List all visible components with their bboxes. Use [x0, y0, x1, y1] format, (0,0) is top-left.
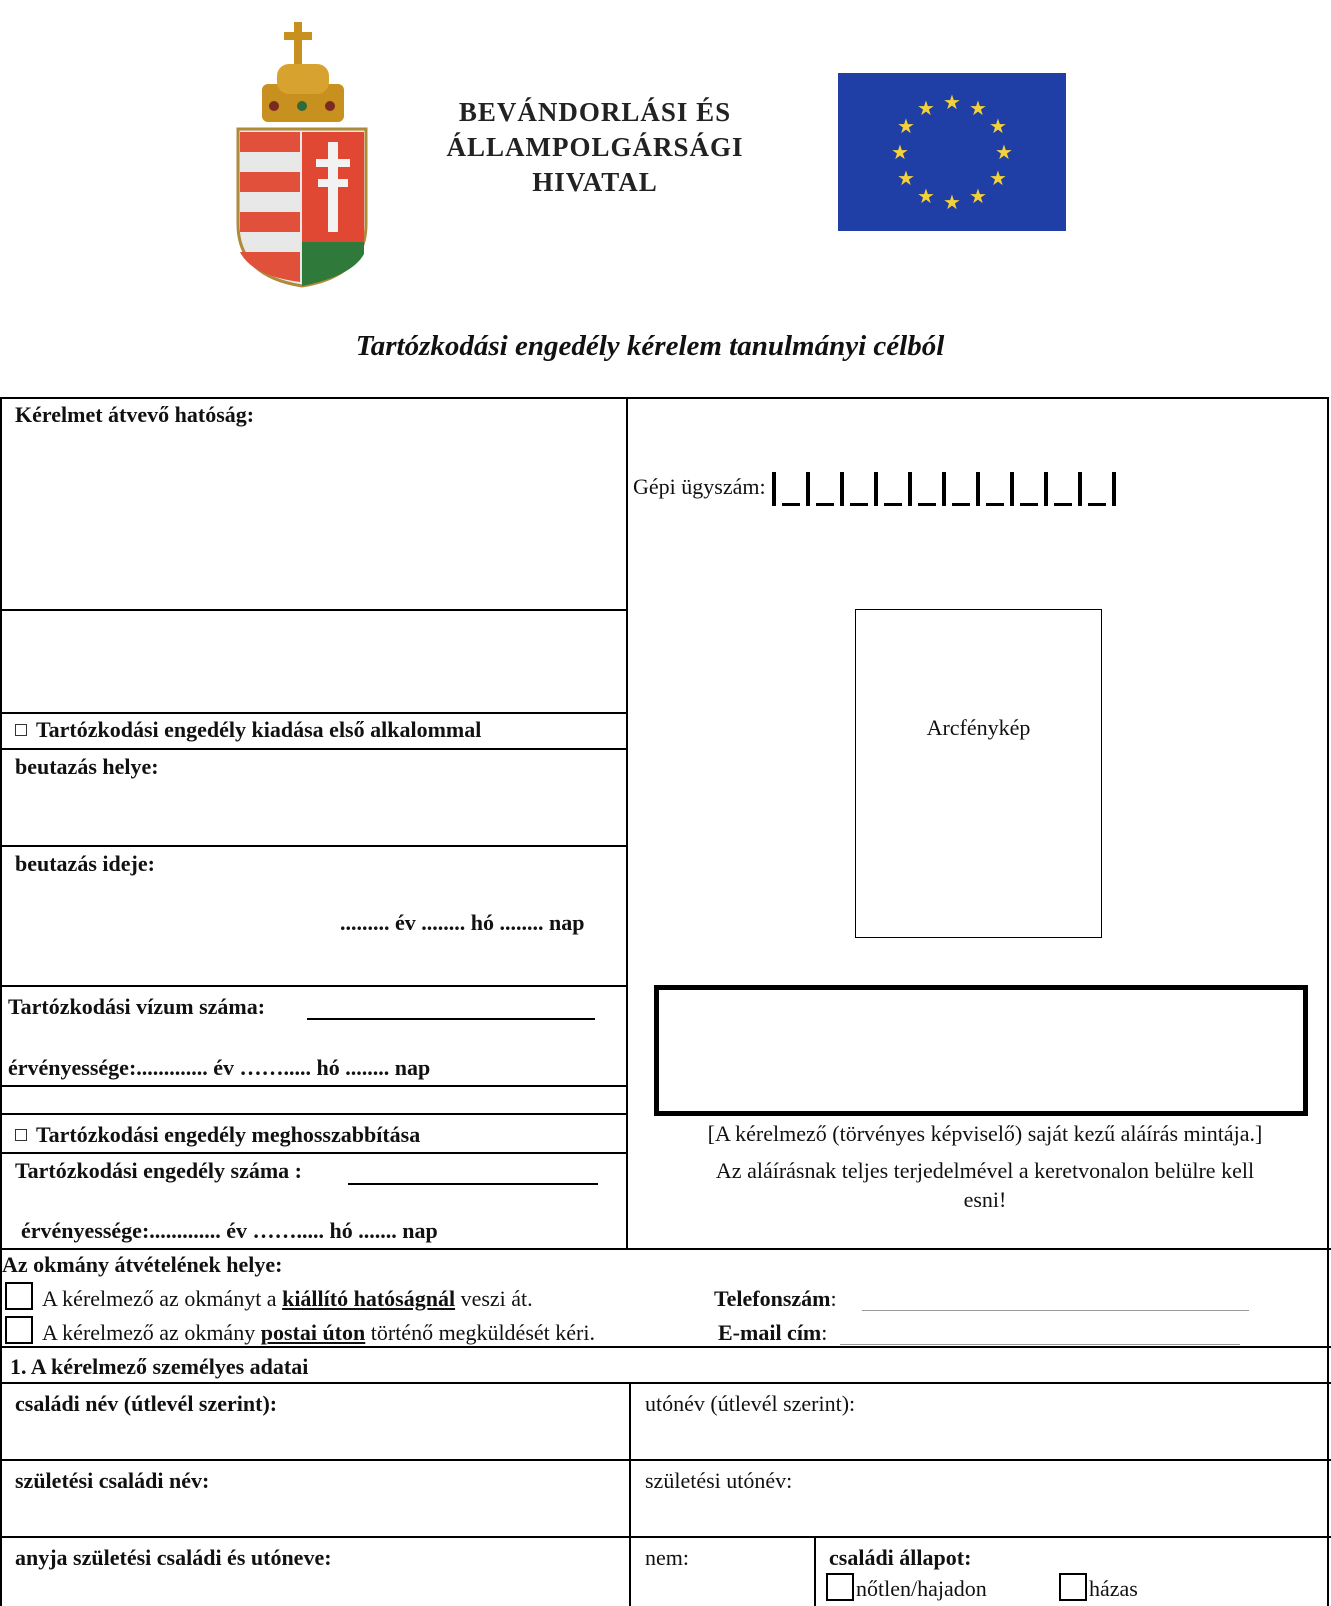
- column-divider: [626, 397, 628, 1248]
- svg-text:★: ★: [969, 184, 987, 208]
- first-issue-label: Tartózkodási engedély kiadása első alkalommal: [36, 717, 482, 742]
- extension-label: Tartózkodási engedély meghosszabbítása: [36, 1122, 421, 1147]
- married-label: házas: [1089, 1576, 1138, 1601]
- svg-text:★: ★: [917, 96, 935, 120]
- case-number-cell[interactable]: [976, 472, 1010, 506]
- pickup-post-text-pre: A kérelmező az okmány: [42, 1320, 261, 1345]
- divider: [0, 1152, 626, 1154]
- entry-date-field[interactable]: ......... év ........ hó ........ nap: [340, 910, 585, 935]
- marital-status-label: családi állapot:: [829, 1545, 972, 1570]
- svg-text:★: ★: [897, 114, 915, 138]
- pickup-authority-checkbox[interactable]: [5, 1282, 33, 1310]
- agency-line-2: ÁLLAMPOLGÁRSÁGI: [446, 132, 744, 162]
- case-number-cell[interactable]: [806, 472, 840, 506]
- first-issue-checkbox[interactable]: [15, 724, 27, 736]
- visa-number-input[interactable]: [307, 1018, 595, 1020]
- case-number-cell[interactable]: [772, 472, 806, 506]
- single-label: nőtlen/hajadon: [856, 1576, 987, 1601]
- permit-number-input[interactable]: [348, 1183, 598, 1185]
- permit-number-label: Tartózkodási engedély száma :: [15, 1158, 303, 1183]
- pickup-post-emphasis: postai úton: [260, 1320, 366, 1345]
- email-input[interactable]: [840, 1344, 1240, 1345]
- divider: [0, 1346, 1331, 1348]
- divider: [0, 748, 626, 750]
- phone-label: Telefonszám:: [714, 1286, 837, 1311]
- phone-input[interactable]: [862, 1310, 1249, 1311]
- extension-checkbox[interactable]: [15, 1129, 27, 1141]
- divider: [0, 609, 626, 611]
- svg-text:★: ★: [995, 140, 1013, 164]
- agency-line-1: BEVÁNDORLÁSI ÉS: [458, 97, 732, 127]
- divider: [0, 1382, 1331, 1384]
- signature-caption: [A kérelmező (törvényes képviselő) saját kezű aláírás mintája.]: [707, 1121, 1263, 1146]
- extension-option[interactable]: [15, 1122, 420, 1148]
- case-number-cell[interactable]: [874, 472, 908, 506]
- visa-validity-field[interactable]: érvényessége:............. év ……..... hó ........ nap: [8, 1055, 431, 1080]
- case-number-field[interactable]: [633, 470, 1116, 506]
- signature-note-line-1: Az aláírásnak teljes terjedelmével a keretvonalon belülre kell: [715, 1158, 1255, 1183]
- divider: [0, 1536, 1331, 1538]
- photo-label: Arcfénykép: [926, 715, 1031, 740]
- svg-text:★: ★: [969, 96, 987, 120]
- personal-section-title: 1. A kérelmező személyes adatai: [10, 1354, 309, 1379]
- email-label-text: E-mail cím: [718, 1320, 822, 1345]
- form-title: Tartózkodási engedély kérelem tanulmányi célból: [355, 330, 945, 362]
- entry-time-label: beutazás ideje:: [15, 851, 155, 876]
- signature-note-line-2: esni!: [963, 1187, 1007, 1212]
- case-number-cell[interactable]: [908, 472, 942, 506]
- case-number-cells[interactable]: [772, 470, 1116, 506]
- receiving-authority-label: Kérelmet átvevő hatóság:: [15, 402, 255, 427]
- svg-text:★: ★: [897, 166, 915, 190]
- divider: [0, 985, 626, 987]
- agency-name: [425, 95, 765, 200]
- divider: [0, 1085, 626, 1087]
- svg-text:★: ★: [891, 140, 909, 164]
- case-number-cell[interactable]: [1044, 472, 1078, 506]
- pickup-post-option[interactable]: [42, 1320, 595, 1346]
- case-number-cell-end: [1112, 472, 1116, 506]
- permit-validity-field[interactable]: érvényessége:............. év ……..... hó ....... nap: [21, 1218, 438, 1243]
- svg-text:★: ★: [943, 90, 961, 114]
- visa-number-label: Tartózkodási vízum száma:: [8, 994, 266, 1019]
- case-number-cell[interactable]: [942, 472, 976, 506]
- svg-text:★: ★: [943, 190, 961, 214]
- pickup-authority-option[interactable]: [42, 1286, 533, 1312]
- eu-flag-logo: [838, 73, 1066, 231]
- sex-label: nem:: [645, 1545, 689, 1570]
- family-name-label: családi név (útlevél szerint):: [15, 1391, 278, 1416]
- pickup-authority-text-pre: A kérelmező az okmányt a: [42, 1286, 283, 1311]
- svg-text:★: ★: [917, 184, 935, 208]
- pickup-post-text-post: történő megküldését kéri.: [365, 1320, 595, 1345]
- pickup-authority-text-post: veszi át.: [455, 1286, 533, 1311]
- column-divider: [814, 1536, 816, 1606]
- married-checkbox[interactable]: [1059, 1573, 1087, 1601]
- birth-given-name-label: születési utónév:: [645, 1468, 793, 1493]
- divider: [0, 1459, 1331, 1461]
- divider: [0, 712, 626, 714]
- given-name-label: utónév (útlevél szerint):: [645, 1391, 856, 1416]
- svg-text:★: ★: [989, 114, 1007, 138]
- case-number-label: Gépi ügyszám:: [633, 474, 766, 499]
- mother-name-label: anyja születési családi és utóneve:: [15, 1545, 332, 1570]
- column-divider: [629, 1382, 631, 1606]
- single-checkbox[interactable]: [826, 1573, 854, 1601]
- pickup-post-checkbox[interactable]: [5, 1316, 33, 1344]
- birth-family-name-label: születési családi név:: [15, 1468, 210, 1493]
- phone-label-text: Telefonszám: [714, 1286, 831, 1311]
- case-number-cell[interactable]: [1078, 472, 1112, 506]
- email-label: E-mail cím:: [718, 1320, 828, 1345]
- divider: [0, 1113, 626, 1115]
- divider: [0, 845, 626, 847]
- case-number-cell[interactable]: [1010, 472, 1044, 506]
- coat-of-arms-logo: [232, 14, 372, 289]
- signature-box[interactable]: [654, 985, 1308, 1116]
- pickup-heading: Az okmány átvételének helye:: [2, 1252, 283, 1277]
- case-number-cell[interactable]: [840, 472, 874, 506]
- divider: [0, 1248, 1331, 1250]
- entry-place-label: beutazás helye:: [15, 754, 159, 779]
- photo-box: [855, 609, 1102, 938]
- svg-text:★: ★: [989, 166, 1007, 190]
- first-issue-option[interactable]: [15, 717, 481, 743]
- pickup-authority-emphasis: kiállító hatóságnál: [282, 1286, 456, 1311]
- agency-line-3: HIVATAL: [532, 167, 658, 197]
